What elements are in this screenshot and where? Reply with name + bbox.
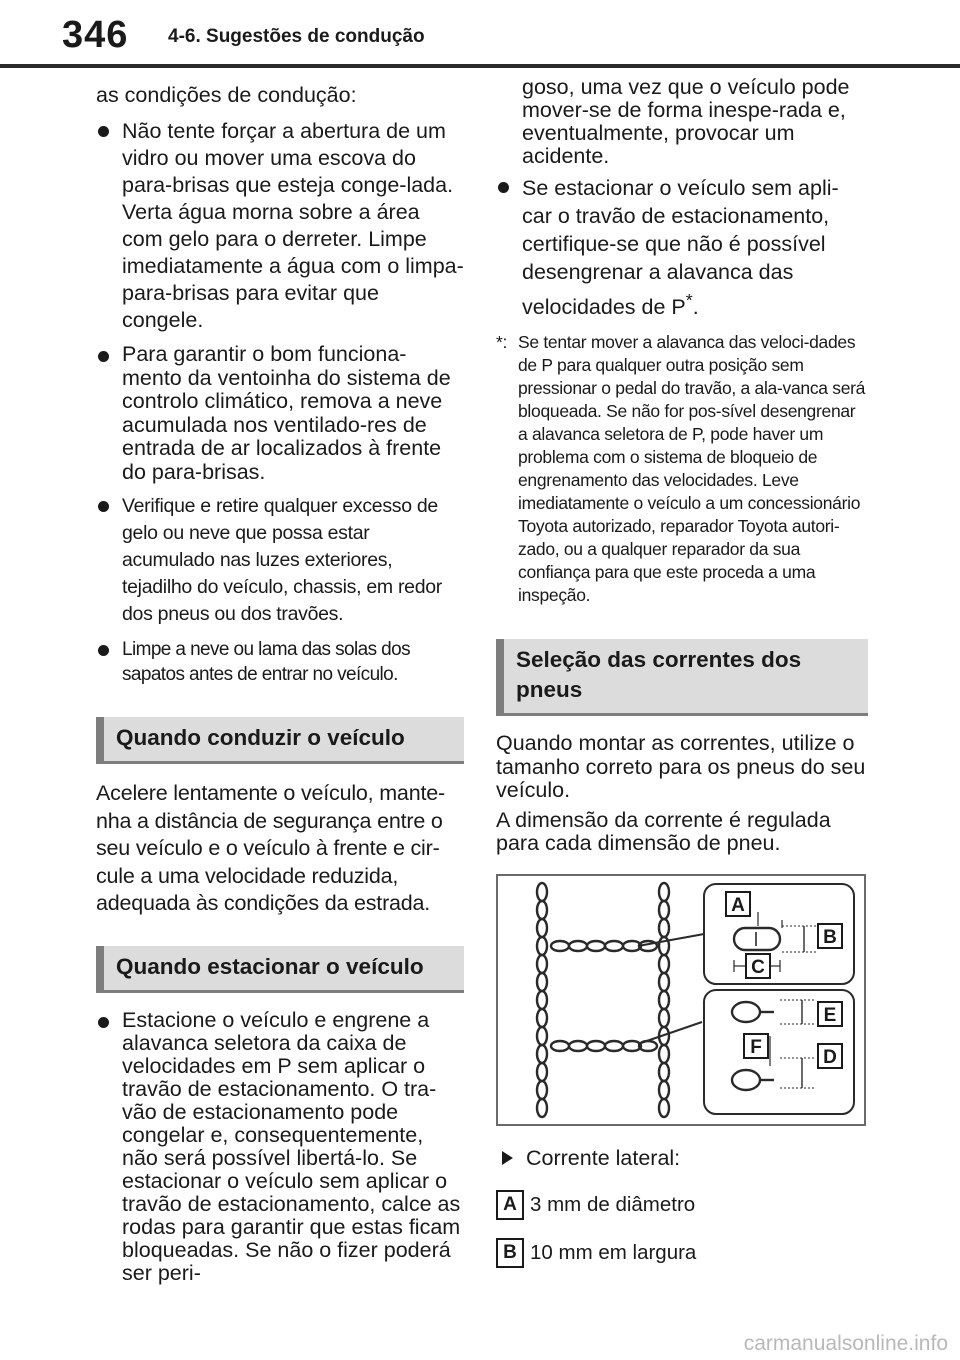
list-item-text: Se estacionar o veículo sem apli-car o travão de estacionamento, certifique-se que não é possível desengrenar a alavanca das velocidades de P	[522, 176, 839, 320]
parking-list-continued	[496, 174, 868, 321]
spec-row-a	[496, 1190, 868, 1220]
list-item	[96, 118, 464, 334]
figure-label-d: D	[823, 1046, 837, 1068]
footnote	[496, 331, 868, 607]
list-item-text: Limpe a neve ou lama das solas dos sapatos antes de entrar no veículo.	[122, 639, 411, 685]
chains-text-1: Quando montar as correntes, utilize o tamanho correto para os pneus do seu veículo.	[496, 731, 866, 803]
section-title: 4-6. Sugestões de condução	[168, 26, 425, 47]
list-item	[96, 637, 464, 687]
figure-label-f: F	[750, 1036, 762, 1058]
parking-list	[96, 1009, 464, 1285]
bullet-icon	[98, 501, 109, 512]
list-item-text: Verifique e retire qualquer excesso de gelo ou neve que possa estar acumulado nas luzes exteriores, tejadilho do veículo, chassis, em redor dos pneus ou dos travões.	[122, 495, 442, 625]
spec-value-b: 10 mm em largura	[530, 1240, 697, 1264]
page-number: 346	[62, 14, 129, 56]
spec-letter-a: A	[496, 1190, 524, 1220]
spec-value-a: 3 mm de diâmetro	[530, 1192, 696, 1216]
driving-text: Acelere lentamente o veículo, mante-nha a distância de segurança entre o seu veículo e o veículo à frente e cir-cule a uma velocidade reduzida, adequada às condições da estrada.	[96, 781, 445, 915]
figure-label-b: B	[823, 926, 837, 948]
spec-row-b	[496, 1238, 868, 1268]
spec-letter-b: B	[496, 1238, 524, 1268]
heading-driving: Quando conduzir o veículo	[96, 717, 464, 764]
winter-tips-list	[96, 118, 464, 687]
list-item-text: Para garantir o bom funciona-mento da ventoinha do sistema de controlo climático, remova a neve acumulada nos ventilado-res de entrada de ar localizados à frente do para-brisas.	[122, 342, 451, 484]
tire-chain-figure	[496, 874, 866, 1126]
figure-label-a: A	[731, 894, 745, 916]
arrow-icon	[502, 1151, 513, 1165]
side-chain-item	[496, 1144, 868, 1172]
figure-label-e: E	[823, 1004, 837, 1026]
header-rule	[0, 64, 960, 68]
bullet-icon	[498, 182, 509, 193]
vertical-chain-right	[659, 883, 669, 1117]
page-header	[0, 0, 960, 70]
right-column	[496, 76, 868, 1268]
intro-text: as condições de condução:	[96, 83, 357, 107]
list-item-text: Estacione o veículo e engrene a alavanca seletora da caixa de velocidades em P sem aplicar o travão de estacionamento. O tra-vão de estacionamento pode congelar e, consequentemente, não será possível libertá-lo. Se estacionar o veículo sem aplicar o travão de estacionamento, calce as rodas para garantir que estas ficam bloqueadas. Se não o fizer poderá ser peri-	[122, 1007, 461, 1285]
bullet-icon	[98, 1017, 109, 1028]
vertical-chain-left	[537, 883, 547, 1117]
callout-line-bottom	[638, 1022, 702, 1044]
bullet-icon	[98, 351, 109, 362]
heading-chains: Seleção das correntes dos pneus	[496, 639, 868, 716]
side-chain-label: Corrente lateral:	[526, 1145, 681, 1170]
heading-parking: Quando estacionar o veículo	[96, 946, 464, 993]
figure-label-c: C	[751, 956, 765, 978]
watermark: carmanualsonline.info	[743, 1332, 948, 1355]
list-item-end: .	[692, 295, 699, 320]
left-column	[96, 76, 464, 1294]
footnote-ref: *	[685, 290, 693, 310]
list-item	[96, 493, 464, 628]
list-item	[96, 343, 464, 484]
chain-illustration	[498, 876, 864, 1124]
list-item	[96, 1009, 464, 1285]
continuation-text: goso, uma vez que o veículo pode mover-se de forma inespe-rada e, eventualmente, provocar um acidente.	[522, 75, 850, 168]
bullet-icon	[98, 126, 109, 137]
bullet-icon	[98, 645, 109, 656]
chains-text-2: A dimensão da corrente é regulada para cada dimensão de pneu.	[496, 807, 831, 856]
list-item	[496, 174, 868, 321]
list-item-text: Não tente forçar a abertura de um vidro ou mover uma escova do para-brisas que esteja conge-lada. Verta água morna sobre a área com gelo para o derreter. Limpe imediatamente a água com o limpa-para-brisas para evitar que congele.	[122, 119, 464, 332]
footnote-text: Se tentar mover a alavanca das veloci-dades de P para qualquer outra posição sem pressionar o pedal do travão, a ala-vanca será bloqueada. Se não for pos-sível desengrenar a alavanca seletora de P, pode haver um problema com o sistema de bloqueio de engrenamento das velocidades. Leve imediatamente o veículo a um concessionário Toyota autorizado, reparador Toyota autori-zado, ou a qualquer reparador da sua confiança para que este proceda a uma inspeção.	[518, 332, 866, 606]
footnote-mark: *:	[496, 332, 508, 353]
